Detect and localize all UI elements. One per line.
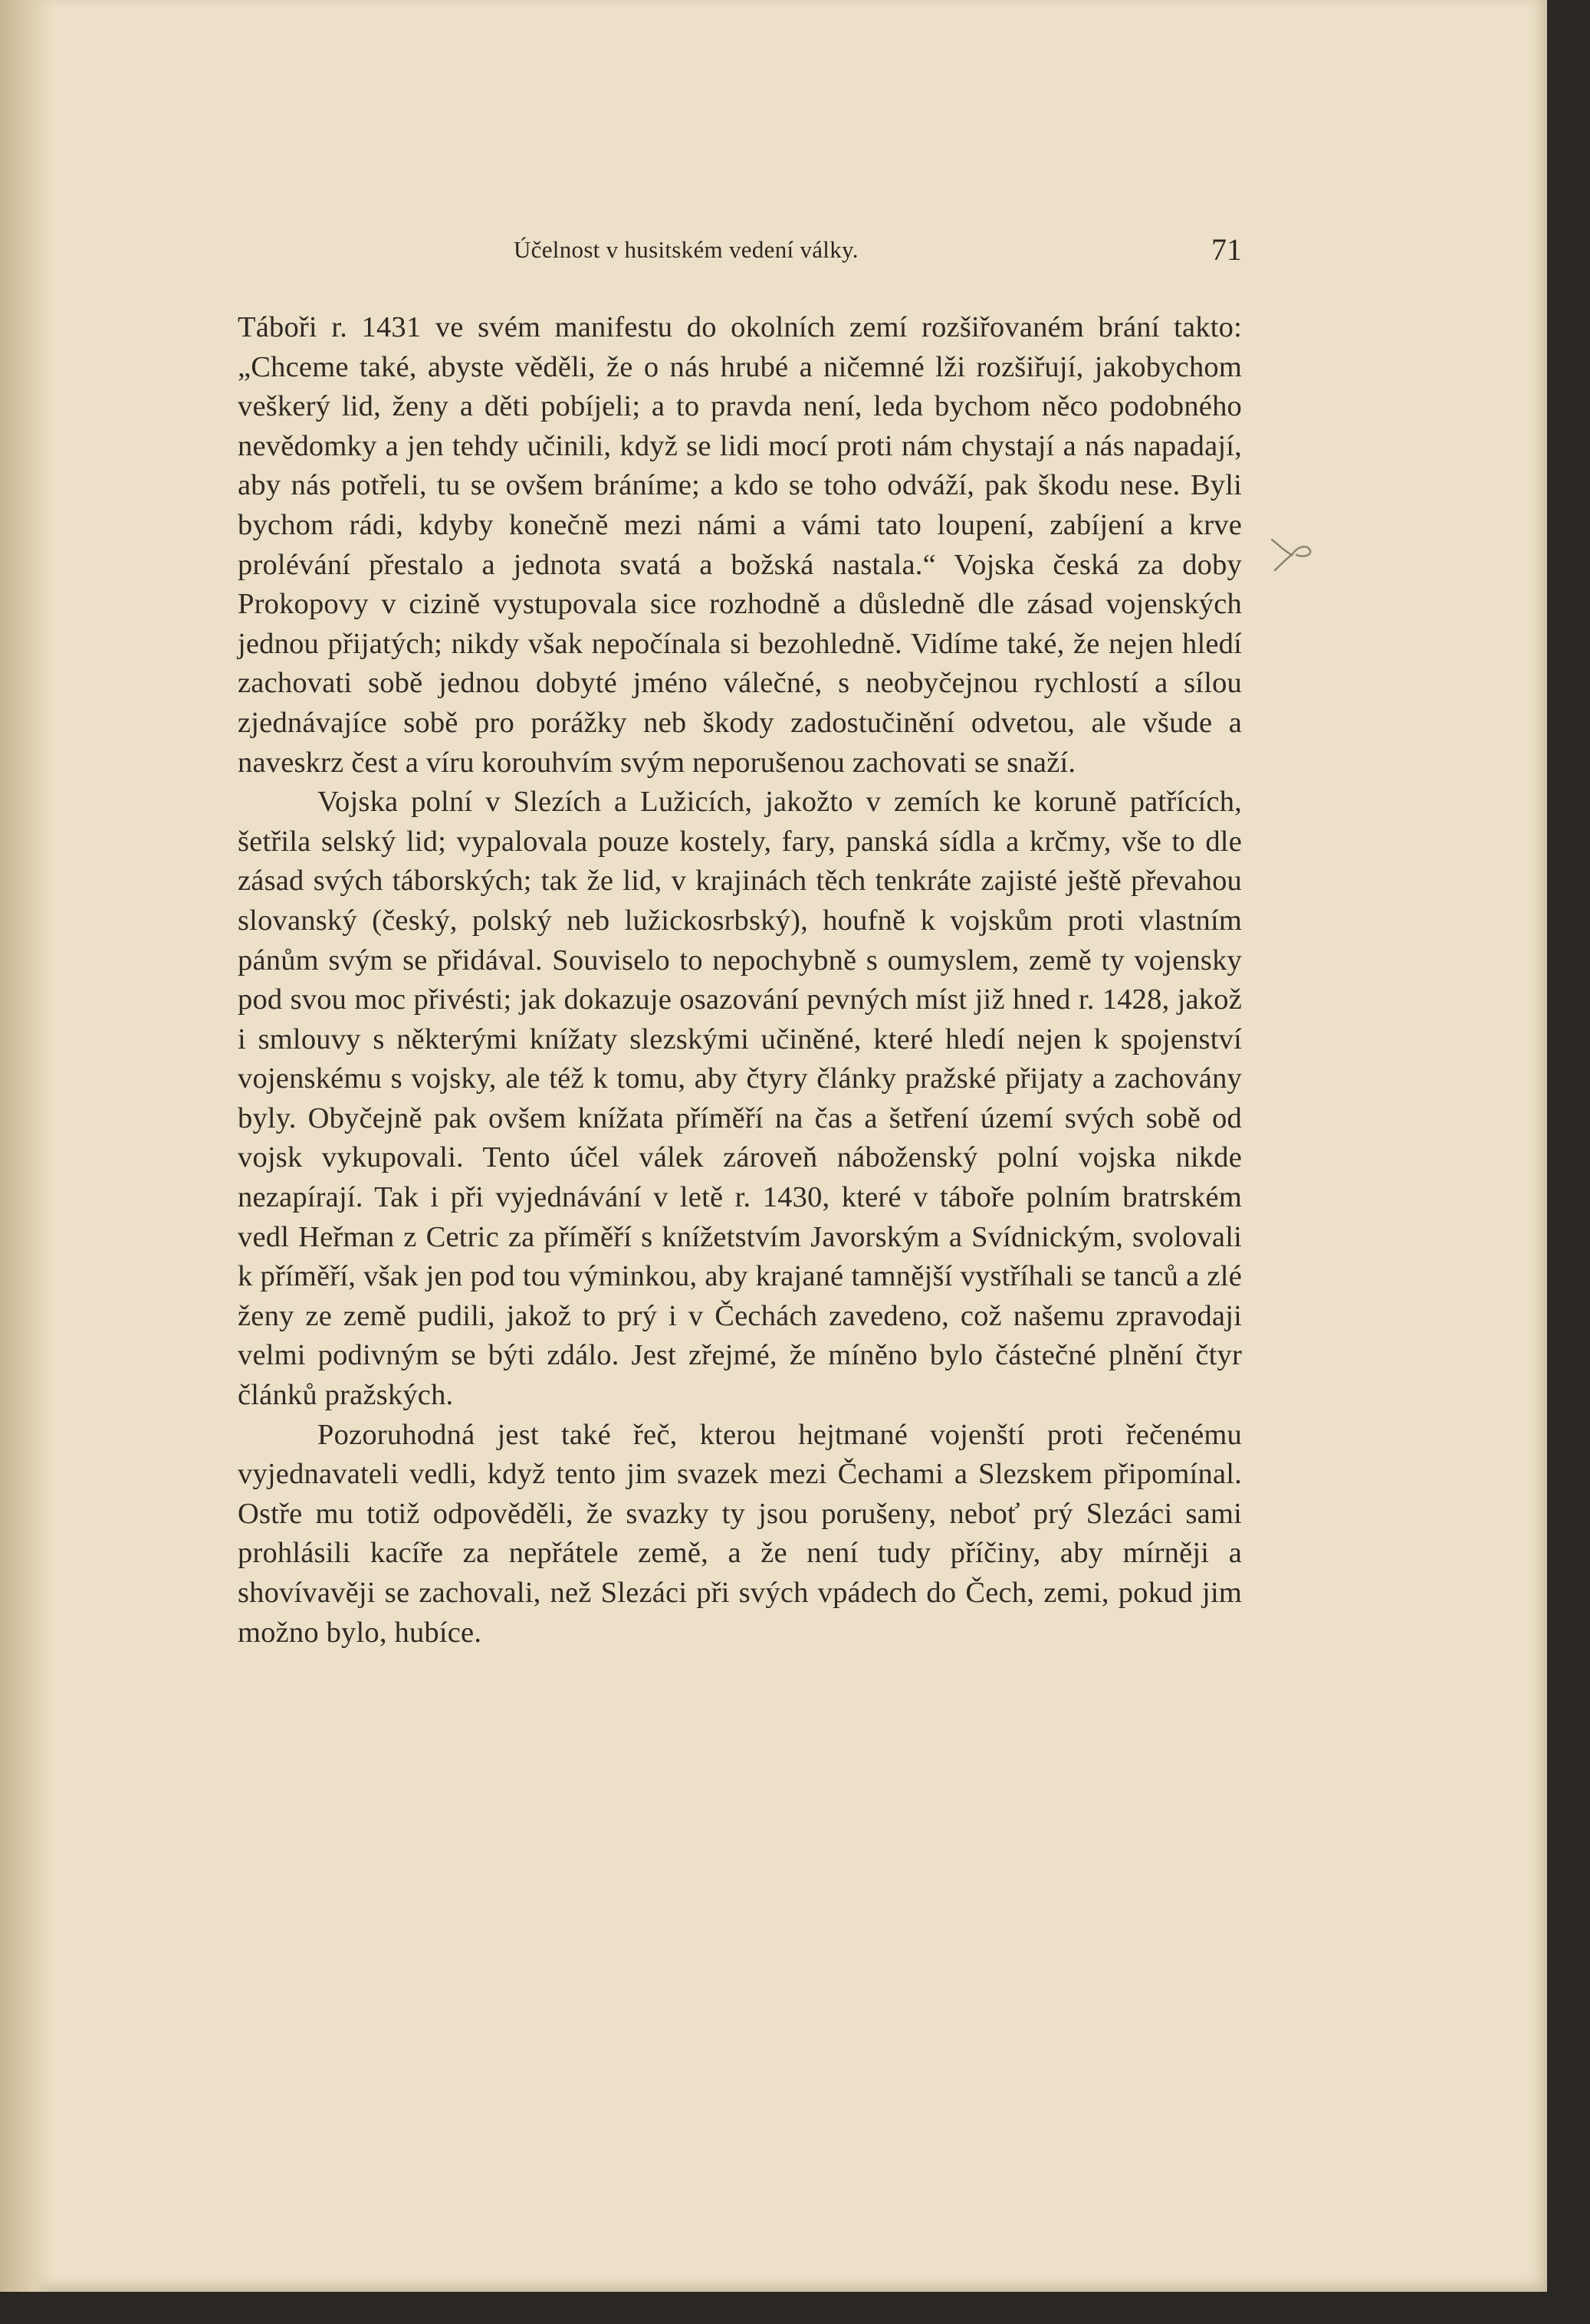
- running-title: Účelnost v husitském vedení války.: [514, 236, 859, 263]
- handwritten-margin-mark-icon: [1269, 529, 1315, 575]
- paragraph-2: Vojska polní v Slezích a Lužicích, jakožto v zemích ke koruně patřících, šetřila selský lid; vypalovala pouze kostely, fary, panská sídla a krčmy, vše to dle zásad svých táborských; tak že lid, v krajinách těch tenkráte zajisté ještě převahou slovanský (český, polský neb lužickosrbský), houfně k vojskům proti vlastním pánům svým se přidával. Souviselo to nepochybně s oumyslem, země ty vojensky pod svou moc přivésti; jak dokazuje osazování pevných míst již hned r. 1428, jakož i smlouvy s některými knížaty slezskými učiněné, které hledí nejen k spojenství vojenskému s vojsky, ale též k tomu, aby čtyry články pražské přijaty a zachovány byly. Obyčejně pak ovšem knížata příměří na čas a šetření území svých sobě od vojsk vykupovali. Tento účel válek zároveň náboženský polní vojska nikde nezapírají. Tak i při vyjednávání v letě r. 1430, které v táboře polním bratrském vedl Heřman z Cetric za příměří s knížetstvím Javorským a Svídnickým, svolovali k příměří, však jen pod tou výminkou, aby krajané tamnější vystříhali se tanců a zlé ženy ze země pudili, jakož to prý i v Čechách zavedeno, což našemu zpravodaji velmi podivným se býti zdálo. Jest zřejmé, že míněno bylo částečné plnění čtyr článků pražských.: [238, 786, 1242, 1412]
- paragraph-1: Tábořі r. 1431 ve svém manifestu do okolních zemí rozšiřovaném brání takto: „Chceme také, abyste věděli, že o nás hrubé a ničemné lži rozšiřují, jakobychom veškerý lid, ženy a děti pobíjeli; a to pravda není, leda bychom něco podobného nevědomky a jen tehdy učinili, když se lidi mocí proti nám chystají a nás napadají, aby nás potřeli, tu se ovšem bráníme; a kdo se toho odváží, pak škodu nese. Byli bychom rádi, kdyby konečně mezi námi a vámi tato loupení, zabíjení a krve prolévání přestalo a jednota svatá a božská nastala.“ Vojska česká za doby Prokopovy v cizině vystupovala sice rozhodně a důsledně dle zásad vojenských jednou přijatých; nikdy však nepočínala si bezohledně. Vidíme také, že nejen hledí zachovati sobě jednou dobyté jméno válečné, s neobyčejnou rychlostí a sílou zjednávajíce sobě pro porážky neb škody zadostučinění odvetou, ale všude a naveskrz čest a víru korouhvím svým neporušenou zachovati se snaží.: [238, 311, 1242, 779]
- page-number: 71: [1211, 232, 1242, 267]
- page-gutter-shadow: [0, 0, 54, 2292]
- body-text: [238, 308, 1242, 1653]
- paragraph-3: Pozoruhodná jest také řeč, kterou hejtmané vojenští proti řečenému vyjednavateli vedli, když tento jim svazek mezi Čechami a Slezskem připomínal. Ostře mu totiž odpověděli, že svazky ty jsou porušeny, neboť prý Slezáci sami prohlásili kacíře za nepřátele země, a že není tudy příčiny, aby mírněji a shovívavěji se zachovali, než Slezáci při svých vpádech do Čech, zemi, pokud jim možno bylo, hubíce.: [238, 1418, 1242, 1649]
- page-header: [238, 227, 1242, 281]
